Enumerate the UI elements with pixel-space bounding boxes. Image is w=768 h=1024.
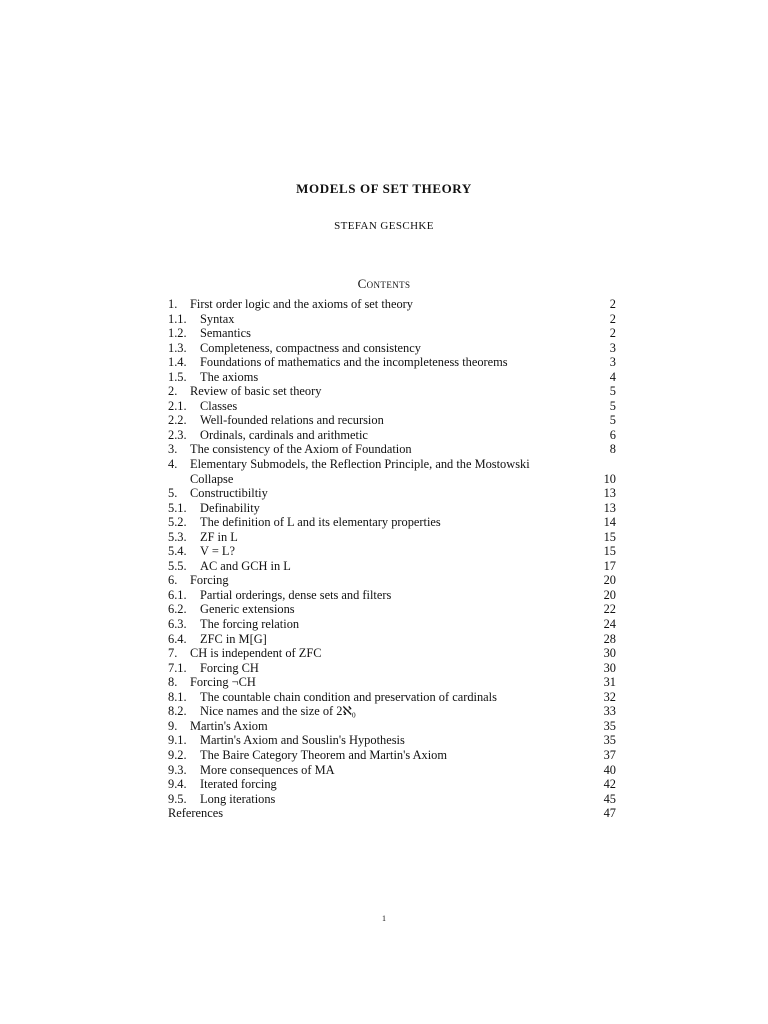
toc-entry-main [168,719,576,734]
toc-entry-title: Forcing [190,573,229,588]
toc-entry[interactable] [168,719,616,734]
toc-entry[interactable] [168,646,616,661]
toc-entry-main [168,428,576,443]
toc-entry-title: Iterated forcing [200,777,277,792]
toc-entry-number: 2.1. [168,398,187,413]
contents-heading: Contents [357,276,411,291]
toc-entry-main [168,632,576,647]
toc-entry-main [168,442,576,457]
toc-entry-page: 35 [603,733,616,748]
toc-entry[interactable] [168,457,616,486]
toc-entry-page: 8 [609,442,616,457]
toc-entry-number: 1.3. [168,340,187,355]
toc-entry-number: 6. [168,573,178,588]
toc-entry-main [168,370,576,385]
toc-entry-number: 2. [168,384,178,399]
toc-entry-main [168,573,576,588]
toc-entry-page: 20 [603,573,616,588]
toc-entry-title: ZFC in M[G] [200,631,267,646]
toc-entry[interactable] [168,530,616,545]
toc-entry-title: Definability [200,500,260,515]
toc-entry-page: 4 [609,369,616,384]
toc-entry[interactable] [168,428,616,443]
toc-entry-page: 3 [609,355,616,370]
toc-entry-number: 2.2. [168,413,187,428]
paper-author: STEFAN GESCHKE [334,220,434,232]
toc-entry-main [168,413,576,428]
toc-entry-title: References [168,806,224,821]
toc-entry-main [168,733,576,748]
toc-entry[interactable] [168,690,616,705]
toc-entry[interactable] [168,399,616,414]
toc-entry-number: 5.3. [168,529,187,544]
toc-entry-number: 9. [168,718,178,733]
toc-entry[interactable] [168,602,616,617]
toc-entry-title: Nice names and the size of 2ℵ₀ [200,704,356,719]
toc-entry[interactable] [168,617,616,632]
toc-entry-number: 8.2. [168,704,187,719]
toc-entry-title: Completeness, compactness and consistency [200,340,421,355]
toc-entry-title: Generic extensions [200,602,295,617]
toc-entry-title: Constructibiltiy [190,486,268,501]
toc-entry-main [168,646,576,661]
toc-entry-main [168,501,576,516]
toc-entry-main [168,704,576,719]
toc-entry-page: 17 [603,558,616,573]
toc-entry-page: 20 [603,587,616,602]
toc-entry-number: 4. [168,457,178,472]
toc-entry-page: 32 [603,689,616,704]
toc-entry[interactable] [168,792,616,807]
toc-entry-main [168,588,576,603]
toc-entry-page: 30 [603,646,616,661]
toc-entry-page: 37 [603,747,616,762]
toc-entry-main [168,544,576,559]
toc-entry-main [168,661,576,676]
toc-entry[interactable] [168,501,616,516]
toc-entry-title: The consistency of the Axiom of Foundation [190,442,412,457]
toc-entry-main [168,341,576,356]
toc-entry[interactable] [168,312,616,327]
toc-entry-title: More consequences of MA [200,762,335,777]
toc-entry-number: 5.2. [168,515,187,530]
toc-entry-page: 2 [609,297,616,311]
toc-entry[interactable] [168,806,616,821]
toc-entry-number: 9.5. [168,791,187,806]
toc-entry-page: 47 [603,806,616,821]
toc-entry-main [168,690,576,705]
toc-entry-page: 15 [603,529,616,544]
toc-entry[interactable] [168,442,616,457]
toc-entry-title: Semantics [200,326,251,341]
toc-entry[interactable] [168,544,616,559]
toc-entry-number: 9.2. [168,747,187,762]
toc-entry[interactable] [168,763,616,778]
toc-entry-title: CH is independent of ZFC [190,646,322,661]
toc-entry-page: 15 [603,544,616,559]
toc-entry-number: 1.5. [168,369,187,384]
toc-entry[interactable] [168,355,616,370]
toc-entry-main [168,515,576,530]
toc-entry-page: 14 [603,515,616,530]
toc-entry-page: 35 [603,718,616,733]
toc-entry-title: ZF in L [200,529,238,544]
toc-entry-main [168,792,576,807]
toc-entry-title: The axioms [200,369,259,384]
toc-entry-title: V = L? [200,544,235,559]
toc-entry-number: 6.3. [168,617,187,632]
toc-entry-page: 42 [603,777,616,792]
toc-entry-number: 9.4. [168,777,187,792]
toc-entry-main [168,297,576,312]
paper-title: MODELS OF SET THEORY [296,181,472,196]
toc-entry-main [168,602,576,617]
toc-entry-page: 10 [603,471,616,486]
toc-entry-page: 6 [609,427,616,442]
toc-entry-page: 33 [603,704,616,719]
toc-entry[interactable] [168,661,616,676]
toc-entry-title: Martin's Axiom and Souslin's Hypothesis [200,733,405,748]
toc-entry-page: 13 [603,500,616,515]
toc-entry[interactable] [168,413,616,428]
toc-entry-number: 6.2. [168,602,187,617]
toc-entry[interactable] [168,777,616,792]
toc-entry-main [168,748,576,763]
toc-entry-main [168,675,576,690]
toc-entry[interactable] [168,341,616,356]
toc-entry[interactable] [168,748,616,763]
toc-entry[interactable] [168,515,616,530]
toc-entry-page: 13 [603,486,616,501]
page-number: 1 [382,914,386,923]
toc-entry-number: 1.1. [168,311,187,326]
toc-entry[interactable] [168,559,616,574]
toc-entry-number: 6.1. [168,587,187,602]
toc-entry[interactable] [168,675,616,690]
toc-entry-title: AC and GCH in L [200,558,291,573]
toc-entry-page: 5 [609,413,616,428]
toc-entry-number: 1.2. [168,326,187,341]
toc-entry[interactable] [168,632,616,647]
toc-entry-main [168,312,576,327]
toc-entry-main [168,559,576,574]
toc-entry-main [168,777,576,792]
toc-entry-title: Review of basic set theory [190,384,322,399]
toc-entry-main [168,617,576,632]
toc-entry-main [168,486,576,501]
toc-entry-main [168,384,576,399]
toc-entry-main [168,355,576,370]
toc-entry-number: 5. [168,486,178,501]
toc-entry-page: 2 [609,326,616,341]
toc-entry-number: 6.4. [168,631,187,646]
toc-entry-page: 3 [609,340,616,355]
toc-entry-page: 22 [603,602,616,617]
toc-entry-number: 2.3. [168,427,187,442]
toc-entry-title: Syntax [200,311,235,326]
toc-entry-page: 2 [609,311,616,326]
toc-entry-number: 5.1. [168,500,187,515]
toc-entry-number: 1. [168,297,178,311]
toc-entry-title: Forcing ¬CH [190,675,256,690]
toc-entry[interactable] [168,733,616,748]
toc-entry-number: 3. [168,442,178,457]
toc-entry-page: 45 [603,791,616,806]
toc-entry[interactable] [168,370,616,385]
table-of-contents [168,297,616,821]
toc-entry-page: 31 [603,675,616,690]
toc-entry-title: Partial orderings, dense sets and filters [200,587,392,602]
toc-entry-number: 7.1. [168,660,187,675]
toc-entry-main [168,530,576,545]
toc-entry-page: 40 [603,762,616,777]
toc-entry-title: Martin's Axiom [190,718,268,733]
toc-entry-title: The Baire Category Theorem and Martin's Axiom [200,747,448,762]
toc-entry-title: Elementary Submodels, the Reflection Principle, and the Mostowski Collapse [190,457,530,486]
toc-entry-page: 5 [609,384,616,399]
toc-entry-page: 5 [609,398,616,413]
toc-entry-title: Ordinals, cardinals and arithmetic [200,427,368,442]
toc-entry-number: 8. [168,675,178,690]
toc-entry-page: 28 [603,631,616,646]
toc-entry-main [168,457,576,486]
toc-entry-title: Well-founded relations and recursion [200,413,384,428]
toc-entry[interactable] [168,573,616,588]
toc-entry[interactable] [168,704,616,719]
toc-entry-title: Forcing CH [200,660,259,675]
toc-entry-number: 9.1. [168,733,187,748]
toc-entry-number: 1.4. [168,355,187,370]
toc-entry[interactable] [168,486,616,501]
toc-entry-main [168,399,576,414]
toc-entry[interactable] [168,384,616,399]
toc-entry-title: The forcing relation [200,617,300,632]
toc-entry-main [168,326,576,341]
toc-entry-number: 9.3. [168,762,187,777]
toc-entry-main [168,763,576,778]
toc-entry[interactable] [168,297,616,312]
toc-entry-number: 8.1. [168,689,187,704]
toc-entry-title: The definition of L and its elementary properties [200,515,441,530]
toc-entry[interactable] [168,326,616,341]
toc-entry-page: 24 [603,617,616,632]
toc-entry[interactable] [168,588,616,603]
toc-entry-title: The countable chain condition and preservation of cardinals [200,689,497,704]
toc-entry-number: 7. [168,646,178,661]
toc-entry-title: Foundations of mathematics and the incompleteness theorems [200,355,508,370]
toc-entry-main [168,806,576,821]
toc-entry-number: 5.4. [168,544,187,559]
toc-entry-title: Long iterations [200,791,276,806]
toc-entry-number: 5.5. [168,558,187,573]
toc-entry-title: Classes [200,398,238,413]
toc-entry-title: First order logic and the axioms of set theory [190,297,413,311]
toc-entry-page: 30 [603,660,616,675]
